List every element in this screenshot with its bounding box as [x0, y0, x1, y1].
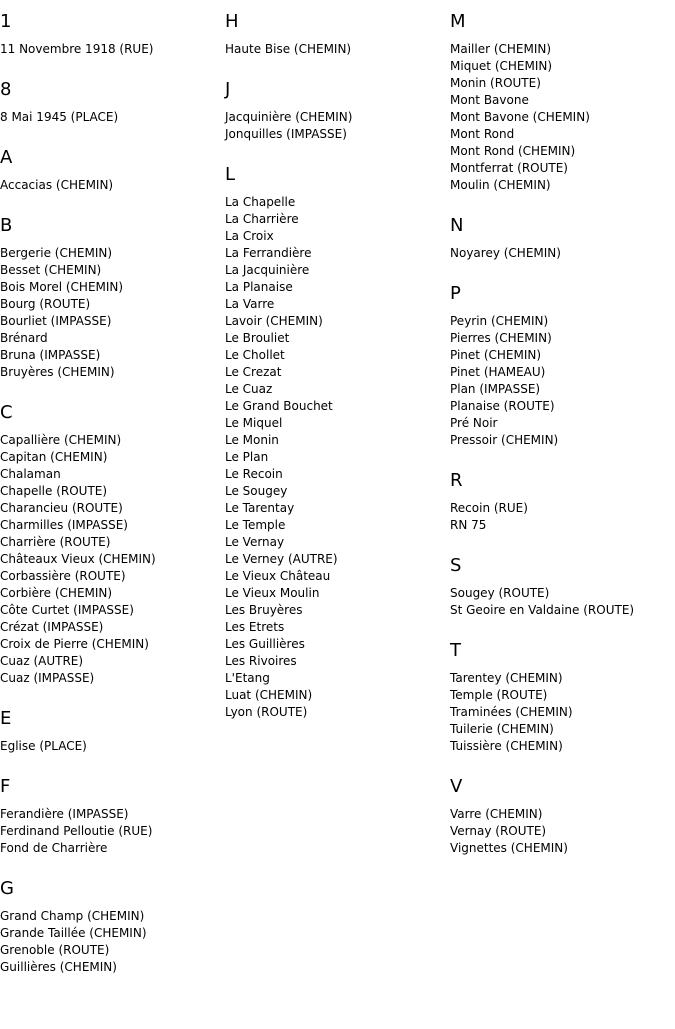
street-link[interactable]: Haute Bise (CHEMIN)	[225, 42, 352, 56]
letter-section	[225, 11, 447, 58]
street-list	[225, 109, 447, 143]
street-link[interactable]: Moulin (CHEMIN)	[450, 178, 551, 192]
section-letter-heading: C	[0, 402, 13, 423]
street-link[interactable]: Le Plan	[225, 450, 269, 464]
street-link[interactable]: Eglise (PLACE)	[0, 739, 87, 753]
section-letter-heading: P	[450, 283, 461, 304]
street-link[interactable]: Grand Champ (CHEMIN)	[0, 909, 145, 923]
street-link[interactable]: Temple (ROUTE)	[450, 688, 548, 702]
street-link[interactable]: L'Etang	[225, 671, 270, 685]
street-link[interactable]: Mont Rond	[450, 127, 515, 141]
street-link[interactable]: Charrière (ROUTE)	[0, 535, 111, 549]
letter-section	[0, 878, 222, 976]
street-link[interactable]: Mailler (CHEMIN)	[450, 42, 552, 56]
section-letter-heading: R	[450, 470, 463, 491]
letter-section	[450, 215, 675, 262]
street-link[interactable]: Les Etrets	[225, 620, 285, 634]
section-letter-heading: M	[450, 11, 466, 32]
section-letter-heading: N	[450, 215, 464, 236]
section-letter-heading: B	[0, 215, 13, 236]
section-letter-heading: F	[0, 776, 11, 797]
section-letter-heading: 8	[0, 79, 12, 100]
section-letter-heading: 1	[0, 11, 12, 32]
street-link[interactable]: Traminées (CHEMIN)	[450, 705, 573, 719]
street-link[interactable]: St Geoire en Valdaine (ROUTE)	[450, 603, 635, 617]
street-link[interactable]: Bruyères (CHEMIN)	[0, 365, 115, 379]
street-link[interactable]: Le Vernay	[225, 535, 285, 549]
letter-section	[450, 470, 675, 534]
street-link[interactable]: Ferandière (IMPASSE)	[0, 807, 129, 821]
index-column-1	[0, 0, 222, 997]
street-link[interactable]: Luat (CHEMIN)	[225, 688, 313, 702]
street-link[interactable]: Grenoble (ROUTE)	[0, 943, 110, 957]
street-link[interactable]: Varre (CHEMIN)	[450, 807, 543, 821]
letter-section	[0, 776, 222, 857]
street-link[interactable]: Pinet (CHEMIN)	[450, 348, 542, 362]
street-link[interactable]: 8 Mai 1945 (PLACE)	[0, 110, 119, 124]
letter-section	[450, 283, 675, 449]
street-list	[450, 806, 675, 857]
letter-section	[0, 708, 222, 755]
street-list	[450, 41, 675, 194]
street-list	[0, 432, 222, 687]
index-column-2	[225, 0, 447, 742]
street-link[interactable]: La Varre	[225, 297, 275, 311]
street-link[interactable]: La Planaise	[225, 280, 293, 294]
street-link[interactable]: Lyon (ROUTE)	[225, 705, 308, 719]
street-link[interactable]: Mont Rond (CHEMIN)	[450, 144, 576, 158]
street-link[interactable]: Le Vieux Moulin	[225, 586, 320, 600]
letter-section	[0, 402, 222, 687]
street-link[interactable]: Châteaux Vieux (CHEMIN)	[0, 552, 156, 566]
letter-section	[0, 11, 222, 58]
letter-section	[0, 147, 222, 194]
street-link[interactable]: Fond de Charrière	[0, 841, 108, 855]
street-link[interactable]: Peyrin (CHEMIN)	[450, 314, 549, 328]
street-list	[0, 109, 222, 126]
street-list	[450, 500, 675, 534]
letter-section	[0, 79, 222, 126]
street-link[interactable]: Bruna (IMPASSE)	[0, 348, 101, 362]
street-link[interactable]: Bois Morel (CHEMIN)	[0, 280, 124, 294]
street-link[interactable]: Crézat (IMPASSE)	[0, 620, 104, 634]
section-letter-heading: L	[225, 164, 236, 185]
street-link[interactable]: Tuissière (CHEMIN)	[450, 739, 563, 753]
letter-section	[450, 11, 675, 194]
street-link[interactable]: Le Vieux Château	[225, 569, 331, 583]
street-list	[450, 245, 675, 262]
letter-section	[0, 215, 222, 381]
street-link[interactable]: Côte Curtet (IMPASSE)	[0, 603, 134, 617]
street-link[interactable]: Le Verney (AUTRE)	[225, 552, 338, 566]
street-link[interactable]: Le Sougey	[225, 484, 288, 498]
street-link[interactable]: Tarentey (CHEMIN)	[450, 671, 563, 685]
street-link[interactable]: Mont Bavone	[450, 93, 529, 107]
street-link[interactable]: Pinet (HAMEAU)	[450, 365, 546, 379]
street-link[interactable]: Planaise (ROUTE)	[450, 399, 555, 413]
street-link[interactable]: Pré Noir	[450, 416, 498, 430]
index-column-3	[450, 0, 675, 878]
street-link[interactable]: Mont Bavone (CHEMIN)	[450, 110, 590, 124]
street-link[interactable]: Les Guillières	[225, 637, 305, 651]
street-link[interactable]: Miquet (CHEMIN)	[450, 59, 553, 73]
letter-section	[450, 640, 675, 755]
street-link[interactable]: Pierres (CHEMIN)	[450, 331, 552, 345]
section-letter-heading: S	[450, 555, 462, 576]
street-link[interactable]: Capallière (CHEMIN)	[0, 433, 122, 447]
section-letter-heading: G	[0, 878, 14, 899]
street-list	[225, 194, 447, 721]
street-link[interactable]: Les Bruyères	[225, 603, 303, 617]
section-letter-heading: E	[0, 708, 12, 729]
street-link[interactable]: Le Brouliet	[225, 331, 290, 345]
street-link[interactable]: Tuilerie (CHEMIN)	[450, 722, 554, 736]
street-list	[0, 908, 222, 976]
street-link[interactable]: La Charrière	[225, 212, 299, 226]
street-link[interactable]: Monin (ROUTE)	[450, 76, 541, 90]
street-link[interactable]: Besset (CHEMIN)	[0, 263, 102, 277]
street-link[interactable]: Pressoir (CHEMIN)	[450, 433, 559, 447]
street-link[interactable]: Corbassière (ROUTE)	[0, 569, 126, 583]
street-link[interactable]: La Chapelle	[225, 195, 296, 209]
street-link[interactable]: Le Chollet	[225, 348, 285, 362]
street-link[interactable]: Guillières (CHEMIN)	[0, 960, 117, 974]
street-list	[0, 738, 222, 755]
street-link[interactable]: Le Miquel	[225, 416, 283, 430]
street-link[interactable]: Corbière (CHEMIN)	[0, 586, 113, 600]
street-link[interactable]: Le Recoin	[225, 467, 283, 481]
section-letter-heading: J	[225, 79, 231, 100]
street-link[interactable]: Vernay (ROUTE)	[450, 824, 547, 838]
street-link[interactable]: Vignettes (CHEMIN)	[450, 841, 568, 855]
street-link[interactable]: Le Monin	[225, 433, 279, 447]
street-list	[0, 41, 222, 58]
street-link[interactable]: Le Grand Bouchet	[225, 399, 333, 413]
section-letter-heading: T	[450, 640, 461, 661]
street-link[interactable]: Plan (IMPASSE)	[450, 382, 541, 396]
street-link[interactable]: Le Crezat	[225, 365, 282, 379]
street-link[interactable]: Le Tarentay	[225, 501, 295, 515]
street-link[interactable]: Accacias (CHEMIN)	[0, 178, 114, 192]
street-list	[450, 585, 675, 619]
street-link[interactable]: Lavoir (CHEMIN)	[225, 314, 323, 328]
street-link[interactable]: Bourliet (IMPASSE)	[0, 314, 112, 328]
street-link[interactable]: Chapelle (ROUTE)	[0, 484, 108, 498]
street-link[interactable]: Montferrat (ROUTE)	[450, 161, 568, 175]
street-link[interactable]: Les Rivoires	[225, 654, 297, 668]
street-link[interactable]: La Jacquinière	[225, 263, 310, 277]
letter-section	[450, 776, 675, 857]
letter-section	[225, 164, 447, 721]
street-list	[0, 177, 222, 194]
street-link[interactable]: Capitan (CHEMIN)	[0, 450, 108, 464]
street-link[interactable]: Brénard	[0, 331, 48, 345]
street-link[interactable]: Sougey (ROUTE)	[450, 586, 550, 600]
street-link[interactable]: Le Cuaz	[225, 382, 273, 396]
letter-section	[225, 79, 447, 143]
section-letter-heading: V	[450, 776, 463, 797]
street-list	[0, 245, 222, 381]
street-link[interactable]: Charancieu (ROUTE)	[0, 501, 123, 515]
street-link[interactable]: Ferdinand Pelloutie (RUE)	[0, 824, 153, 838]
street-link[interactable]: Chalaman	[0, 467, 61, 481]
street-list	[0, 806, 222, 857]
street-link[interactable]: Grande Taillée (CHEMIN)	[0, 926, 147, 940]
street-link[interactable]: RN 75	[450, 518, 487, 532]
street-link[interactable]: Jonquilles (IMPASSE)	[225, 127, 347, 141]
street-list	[450, 670, 675, 755]
street-link[interactable]: Recoin (RUE)	[450, 501, 528, 515]
street-link[interactable]: Bourg (ROUTE)	[0, 297, 91, 311]
street-link[interactable]: 11 Novembre 1918 (RUE)	[0, 42, 154, 56]
street-link[interactable]: Charmilles (IMPASSE)	[0, 518, 128, 532]
street-link[interactable]: Cuaz (AUTRE)	[0, 654, 84, 668]
letter-section	[450, 555, 675, 619]
section-letter-heading: H	[225, 11, 239, 32]
street-list	[450, 313, 675, 449]
street-link[interactable]: Croix de Pierre (CHEMIN)	[0, 637, 149, 651]
street-link[interactable]: Jacquinière (CHEMIN)	[225, 110, 353, 124]
street-link[interactable]: Noyarey (CHEMIN)	[450, 246, 561, 260]
street-link[interactable]: Le Temple	[225, 518, 286, 532]
street-link[interactable]: La Ferrandière	[225, 246, 312, 260]
street-link[interactable]: La Croix	[225, 229, 274, 243]
street-link[interactable]: Bergerie (CHEMIN)	[0, 246, 113, 260]
street-link[interactable]: Cuaz (IMPASSE)	[0, 671, 95, 685]
street-list	[225, 41, 447, 58]
section-letter-heading: A	[0, 147, 13, 168]
